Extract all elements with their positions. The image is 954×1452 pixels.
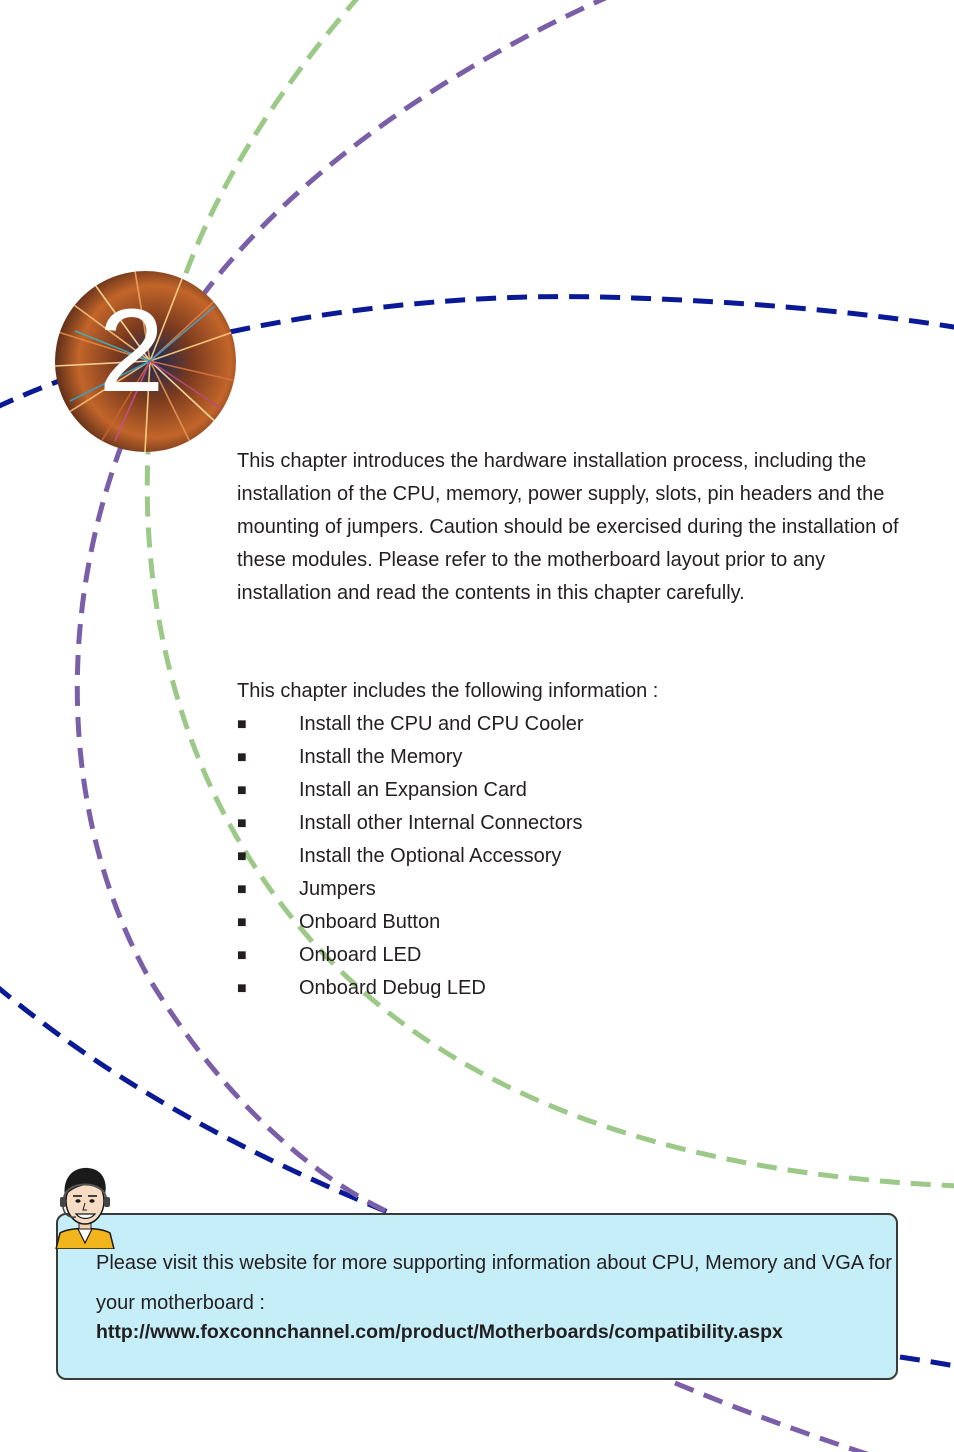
chapter-number: 2 — [98, 285, 165, 417]
support-technician-headset-icon — [52, 1163, 118, 1249]
bullet-icon: ■ — [237, 947, 247, 964]
list-item-label: Onboard Button — [299, 911, 441, 933]
bullet-icon: ■ — [237, 782, 247, 799]
list-item — [237, 708, 584, 741]
compatibility-link[interactable]: http://www.foxconnchannel.com/product/Motherboards/compatibility.aspx — [96, 1321, 783, 1343]
list-item — [237, 972, 584, 1005]
list-item-label: Install the CPU and CPU Cooler — [299, 713, 584, 735]
navy-dashed-arc-right-stub — [900, 1357, 954, 1367]
bullet-icon: ■ — [237, 815, 247, 832]
bullet-icon: ■ — [237, 914, 247, 931]
list-item — [237, 741, 584, 774]
list-item-label: Install other Internal Connectors — [299, 812, 583, 834]
bullet-icon: ■ — [237, 749, 247, 766]
list-item — [237, 807, 584, 840]
chapter-intro-paragraph: This chapter introduces the hardware installation process, including the installation of the CPU, memory, power supply, slots, pin headers and the mounting of jumpers. Caution should be exercised during the installation of these modules. Please refer to the motherboard layout prior to any installation and read the contents in this chapter carefully. — [237, 450, 899, 604]
bullet-icon: ■ — [237, 716, 247, 733]
list-item-label: Onboard Debug LED — [299, 977, 486, 999]
list-item-label: Onboard LED — [299, 944, 422, 966]
list-item — [237, 840, 584, 873]
support-note-text: Please visit this website for more supporting information about CPU, Memory and VGA for your motherboard : — [96, 1252, 892, 1314]
support-note-box — [56, 1213, 898, 1380]
list-item — [237, 939, 584, 972]
purple-dashed-arc-bottom — [675, 1383, 870, 1452]
list-item-label: Install the Optional Accessory — [299, 845, 562, 867]
bullet-icon: ■ — [237, 980, 247, 997]
bullet-icon: ■ — [237, 881, 247, 898]
topics-heading: This chapter includes the following information : — [237, 680, 659, 702]
list-item — [237, 906, 584, 939]
list-item-label: Install the Memory — [299, 746, 463, 768]
topics-list — [237, 708, 584, 1005]
list-item — [237, 873, 584, 906]
list-item-label: Jumpers — [299, 878, 376, 900]
chapter-badge — [55, 271, 236, 452]
list-item — [237, 774, 584, 807]
list-item-label: Install an Expansion Card — [299, 779, 527, 801]
bullet-icon: ■ — [237, 848, 247, 865]
